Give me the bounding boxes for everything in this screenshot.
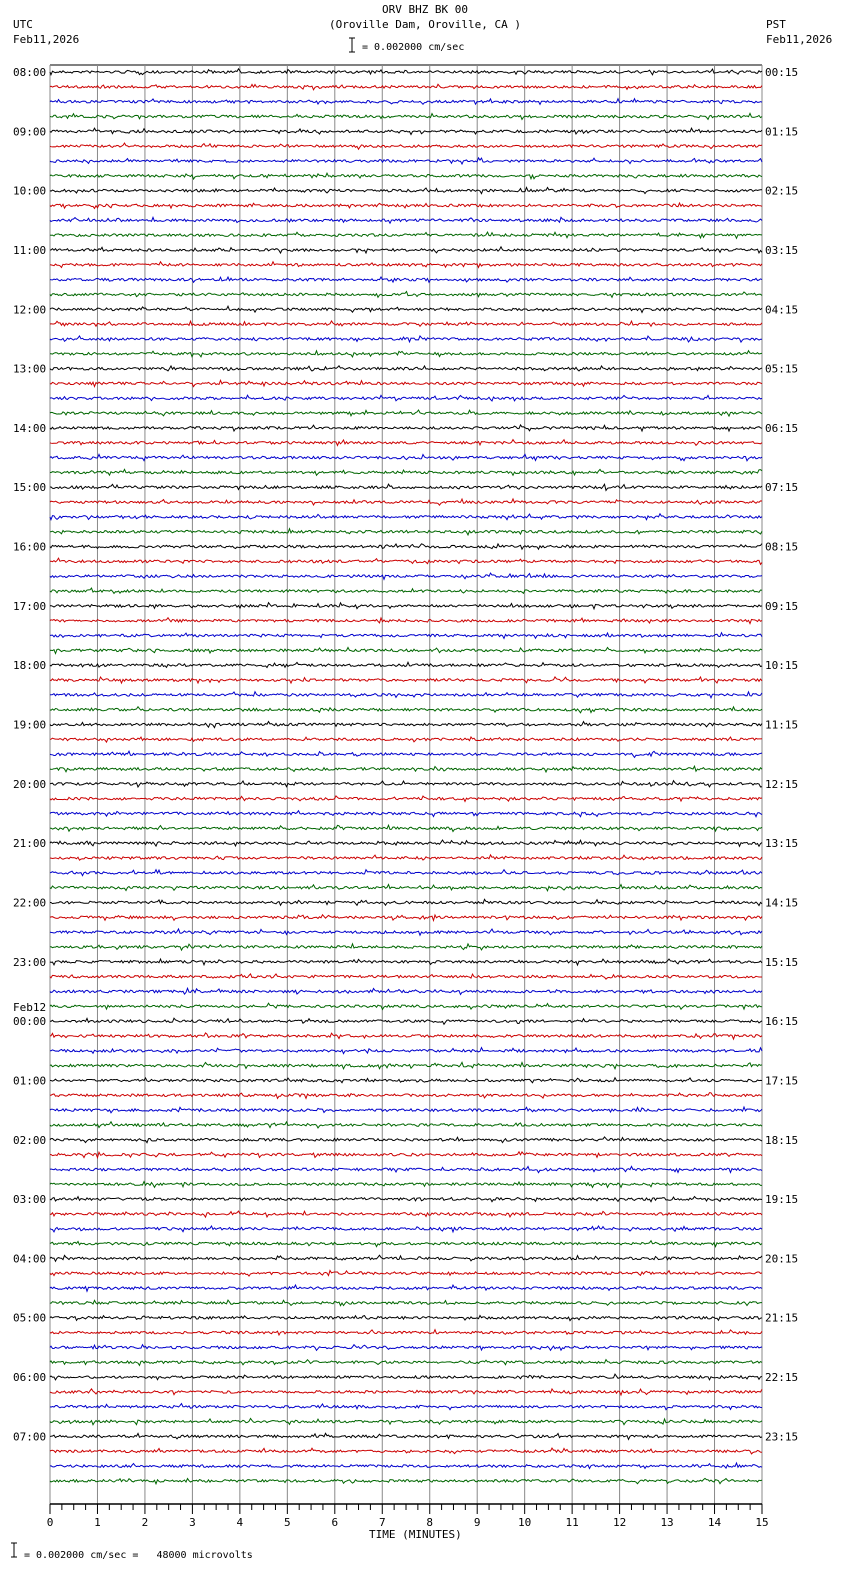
seismic-trace — [50, 662, 762, 667]
seismic-trace — [50, 321, 762, 326]
seismic-trace — [50, 514, 762, 520]
utc-hour-label: 03:00 — [13, 1193, 47, 1207]
seismic-trace — [50, 870, 762, 876]
seismic-trace — [50, 1241, 762, 1247]
utc-hour-label: 04:00 — [13, 1252, 47, 1266]
seismic-trace — [50, 1255, 762, 1261]
seismic-trace — [50, 425, 762, 431]
seismic-trace — [50, 737, 762, 742]
pst-hour-label: 08:15 — [765, 540, 799, 554]
seismic-trace — [50, 1093, 762, 1099]
seismic-trace — [50, 1018, 762, 1024]
seismic-trace — [50, 766, 762, 772]
pst-hour-label: 13:15 — [765, 837, 799, 851]
x-tick-label: 3 — [189, 1516, 196, 1529]
seismic-trace — [50, 143, 762, 149]
pst-hour-label: 21:15 — [765, 1311, 799, 1325]
seismic-trace — [50, 929, 762, 935]
pst-hour-label: 18:15 — [765, 1133, 799, 1147]
x-axis-label: TIME (MINUTES) — [369, 1528, 462, 1541]
left-timezone: UTC — [13, 18, 33, 31]
seismic-trace — [50, 292, 762, 298]
pst-hour-label: 06:15 — [765, 421, 799, 435]
seismic-trace — [50, 1448, 762, 1454]
utc-hour-label: 08:00 — [13, 66, 47, 79]
seismic-trace — [50, 173, 762, 179]
seismic-trace — [50, 796, 762, 802]
footer-scale-note: = 0.002000 cm/sec = 48000 microvolts — [24, 1550, 253, 1561]
utc-hour-label: 05:00 — [13, 1311, 47, 1325]
utc-hour-label: 16:00 — [13, 540, 47, 554]
seismic-trace — [50, 1271, 762, 1277]
seismic-trace — [50, 529, 762, 535]
seismic-trace — [50, 825, 762, 831]
seismic-trace — [50, 351, 762, 357]
seismic-trace — [50, 440, 762, 446]
utc-hour-label: 21:00 — [13, 837, 47, 851]
utc-hour-label: 14:00 — [13, 421, 47, 435]
seismic-trace — [50, 1226, 762, 1232]
seismic-trace — [50, 1107, 762, 1113]
utc-hour-label: 19:00 — [13, 718, 47, 732]
utc-hour-label: 22:00 — [13, 896, 47, 910]
seismic-trace — [50, 1478, 762, 1483]
seismic-trace — [50, 454, 762, 460]
seismic-trace — [50, 558, 762, 564]
scale-label: = 0.002000 cm/sec — [362, 42, 465, 53]
seismic-trace — [50, 692, 762, 698]
seismic-trace — [50, 99, 762, 105]
seismic-trace — [50, 1463, 762, 1469]
seismic-trace — [50, 113, 762, 119]
seismic-trace — [50, 1330, 762, 1335]
chart-title: ORV BHZ BK 00 — [381, 3, 469, 16]
pst-hour-label: 00:15 — [765, 66, 799, 79]
seismic-trace — [50, 188, 762, 194]
seismic-trace — [50, 573, 762, 579]
seismic-trace — [50, 840, 762, 846]
seismic-trace — [50, 1166, 762, 1172]
seismic-trace — [50, 781, 762, 787]
pst-hour-label: 17:15 — [765, 1074, 799, 1088]
date-change-label: Feb12 — [13, 1001, 47, 1015]
right-date: Feb11,2026 — [766, 33, 833, 46]
x-tick-label: 12 — [612, 1516, 627, 1529]
x-tick-label: 10 — [518, 1516, 532, 1529]
utc-hour-label: 09:00 — [13, 125, 47, 139]
x-tick-label: 0 — [46, 1516, 54, 1529]
seismic-trace — [50, 262, 762, 268]
seismic-trace — [50, 915, 762, 921]
pst-hour-label: 14:15 — [765, 896, 799, 910]
seismic-trace — [50, 544, 762, 550]
seismic-trace — [50, 1003, 762, 1009]
seismic-trace — [50, 1062, 762, 1068]
pst-hour-label: 22:15 — [765, 1371, 799, 1385]
seismic-trace — [50, 84, 762, 90]
seismic-trace — [50, 751, 762, 757]
seismic-trace — [50, 603, 762, 609]
utc-hour-label: 18:00 — [13, 659, 47, 673]
seismic-trace — [50, 722, 762, 728]
pst-hour-label: 02:15 — [765, 184, 799, 198]
seismic-trace — [50, 1345, 762, 1351]
seismic-trace — [50, 707, 762, 713]
utc-hour-label: 23:00 — [13, 955, 47, 969]
pst-hour-label: 03:15 — [765, 243, 799, 257]
utc-hour-label: 02:00 — [13, 1133, 47, 1147]
seismic-trace — [50, 158, 762, 164]
x-tick-label: 9 — [473, 1516, 481, 1529]
pst-hour-label: 01:15 — [765, 125, 799, 139]
pst-hour-label: 12:15 — [765, 777, 799, 791]
seismic-trace — [50, 1418, 762, 1424]
seismic-trace — [50, 366, 762, 371]
x-tick-label: 7 — [378, 1516, 386, 1529]
x-tick-label: 11 — [565, 1516, 579, 1529]
x-tick-label: 13 — [660, 1516, 674, 1529]
seismic-trace — [50, 336, 762, 342]
pst-hour-label: 11:15 — [765, 718, 799, 732]
x-tick-label: 5 — [284, 1516, 291, 1529]
seismic-trace — [50, 633, 762, 639]
x-tick-label: 4 — [236, 1516, 244, 1529]
right-timezone: PST — [766, 18, 786, 31]
pst-hour-label: 15:15 — [765, 955, 799, 969]
pst-hour-label: 07:15 — [765, 481, 799, 495]
x-tick-label: 1 — [94, 1516, 101, 1529]
seismic-trace — [50, 811, 762, 817]
seismic-trace — [50, 1433, 762, 1439]
seismic-trace — [50, 1048, 762, 1054]
x-tick-label: 2 — [141, 1516, 149, 1529]
seismic-trace — [50, 588, 762, 593]
seismic-trace — [50, 1374, 762, 1380]
scale-bar-icon — [349, 38, 355, 52]
seismic-trace — [50, 1197, 762, 1202]
seismic-trace — [50, 1300, 762, 1306]
x-tick-label: 8 — [426, 1516, 434, 1529]
pst-hour-label: 05:15 — [765, 362, 799, 376]
seismic-trace — [50, 1285, 762, 1291]
utc-hour-label: 20:00 — [13, 777, 47, 791]
left-date: Feb11,2026 — [13, 33, 80, 46]
seismic-trace — [50, 899, 762, 905]
utc-hour-label: 12:00 — [13, 303, 47, 317]
seismic-trace — [50, 1404, 762, 1410]
seismic-trace — [50, 128, 762, 134]
utc-hour-label: 01:00 — [13, 1074, 47, 1088]
x-tick-label: 14 — [707, 1516, 722, 1529]
seismic-trace — [50, 1078, 762, 1083]
chart-subtitle: (Oroville Dam, Oroville, CA ) — [328, 18, 522, 31]
seismic-trace — [50, 217, 762, 223]
x-tick-label: 6 — [331, 1516, 339, 1529]
seismic-trace — [50, 618, 762, 624]
seismic-trace — [50, 677, 762, 683]
seismic-trace — [50, 499, 762, 505]
utc-hour-label: 06:00 — [13, 1371, 47, 1385]
seismic-trace — [50, 69, 762, 75]
seismic-trace — [50, 1316, 762, 1321]
seismic-trace — [50, 959, 762, 965]
utc-hour-label: 10:00 — [13, 184, 47, 198]
pst-hour-label: 16:15 — [765, 1015, 799, 1029]
seismic-trace — [50, 1211, 762, 1217]
seismic-trace — [50, 944, 762, 950]
footer-scale-bar-icon — [11, 1543, 17, 1557]
utc-hour-label: 15:00 — [13, 481, 47, 495]
seismic-trace — [50, 203, 762, 208]
seismic-trace — [50, 648, 762, 654]
seismic-trace — [50, 395, 762, 401]
seismic-trace — [50, 380, 762, 386]
seismic-trace — [50, 1122, 762, 1128]
seismic-trace — [50, 469, 762, 475]
pst-hour-label: 10:15 — [765, 659, 799, 673]
pst-hour-label: 20:15 — [765, 1252, 799, 1266]
seismic-trace — [50, 988, 762, 994]
seismic-trace — [50, 1033, 762, 1039]
utc-hour-label: 17:00 — [13, 599, 47, 613]
seismic-trace — [50, 1360, 762, 1366]
pst-hour-label: 09:15 — [765, 599, 799, 613]
seismic-trace — [50, 885, 762, 891]
utc-hour-label: 13:00 — [13, 362, 47, 376]
seismic-trace — [50, 247, 762, 253]
pst-hour-label: 04:15 — [765, 303, 799, 317]
x-tick-label: 15 — [755, 1516, 769, 1529]
utc-hour-label: 07:00 — [13, 1430, 47, 1444]
seismic-trace — [50, 232, 762, 238]
seismic-trace — [50, 410, 762, 416]
pst-hour-label: 23:15 — [765, 1430, 799, 1444]
seismic-trace — [50, 1182, 762, 1188]
seismic-trace — [50, 1152, 762, 1158]
seismic-trace — [50, 306, 762, 312]
seismic-trace — [50, 484, 762, 490]
utc-hour-label: 11:00 — [13, 243, 47, 257]
seismic-trace — [50, 277, 762, 282]
seismic-trace — [50, 1137, 762, 1143]
pst-hour-label: 19:15 — [765, 1193, 799, 1207]
seismic-trace — [50, 855, 762, 860]
seismic-trace — [50, 974, 762, 979]
seismic-trace — [50, 1389, 762, 1395]
utc-hour-label: 00:00 — [13, 1015, 47, 1029]
